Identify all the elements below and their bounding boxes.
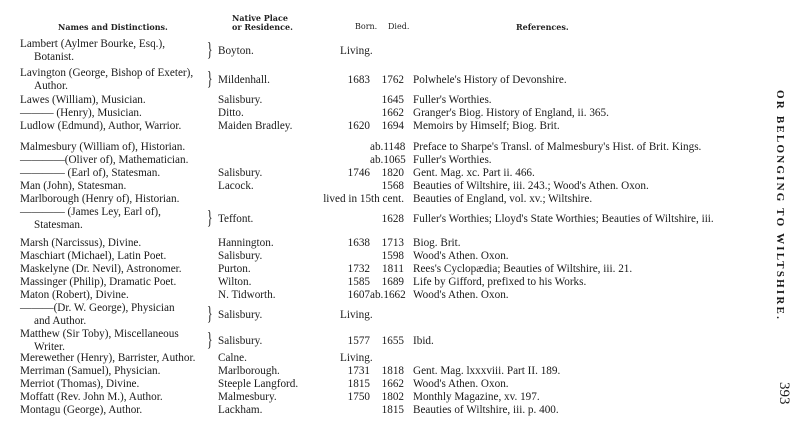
brace-icon: } <box>206 39 213 61</box>
entry-died: 1662 <box>381 107 404 119</box>
entry-name-continued: and Author. <box>34 315 87 327</box>
entry-born: 1585 <box>347 276 370 288</box>
entry-references: Gent. Mag. lxxxviii. Part II. 189. <box>413 365 561 377</box>
entry-born: 1815 <box>347 378 370 390</box>
entry-references: Fuller's Worthies. <box>413 94 492 106</box>
entry-born: 1607 <box>347 289 370 301</box>
entry-references: Beauties of Wiltshire, iii. p. 400. <box>413 404 559 416</box>
entry-died: 1628 <box>381 213 404 225</box>
entry-place: Calne. <box>218 352 247 364</box>
entry-place: Malmesbury. <box>218 391 277 403</box>
entry-name: Malmesbury (William of), Historian. <box>20 141 186 153</box>
entry-references: Gent. Mag. xc. Part ii. 466. <box>413 167 535 179</box>
entry-born: 1750 <box>347 391 370 403</box>
entry-name: Maskelyne (Dr. Nevil), Astronomer. <box>20 263 182 275</box>
entry-status: Living. <box>340 45 373 57</box>
entry-died: 1762 <box>381 74 404 86</box>
entry-born: 1577 <box>347 335 370 347</box>
entry-place: Hannington. <box>218 237 274 249</box>
entry-name: Montagu (George), Author. <box>20 404 143 416</box>
entry-name: ———— (James Ley, Earl of), <box>20 206 161 218</box>
column-header-place <box>232 14 293 32</box>
entry-name: ————(Oliver of), Mathematician. <box>20 154 189 166</box>
entry-died: 1694 <box>381 120 404 132</box>
column-header-place-line1: Native Place <box>232 13 288 23</box>
entry-died: ab.1065 <box>370 154 406 166</box>
entry-name: Merewether (Henry), Barrister, Author. <box>20 352 196 364</box>
entry-place: Boyton. <box>218 45 254 57</box>
entry-place: Salisbury. <box>218 309 263 321</box>
entry-references: Beauties of England, vol. xv.; Wiltshire. <box>413 193 593 205</box>
page-number: 393 <box>776 382 792 405</box>
entry-place: Lackham. <box>218 404 263 416</box>
entry-place: Salisbury. <box>218 250 263 262</box>
column-header-references: References. <box>516 22 569 32</box>
column-header-place-line2: or Residence. <box>232 22 293 32</box>
entry-name: Maschiart (Michael), Latin Poet. <box>20 250 167 262</box>
entry-name: Massinger (Philip), Dramatic Poet. <box>20 276 177 288</box>
entry-references: Fuller's Worthies; Lloyd's State Worthies; Beauties of Wiltshire, iii. <box>413 213 714 225</box>
entry-place: Lacock. <box>218 180 254 192</box>
entry-references: Life by Gifford, prefixed to his Works. <box>413 276 587 288</box>
entry-died: 1598 <box>381 250 404 262</box>
entry-name: Matthew (Sir Toby), Miscellaneous <box>20 328 179 340</box>
entry-died: 1645 <box>381 94 404 106</box>
entry-place: Marlborough. <box>218 365 280 377</box>
entry-name: Marlborough (Henry of), Historian. <box>20 193 180 205</box>
entry-died: 1568 <box>381 180 404 192</box>
entry-died: 1820 <box>381 167 404 179</box>
entry-references: Beauties of Wiltshire, iii. 243.; Wood's Athen. Oxon. <box>413 180 649 192</box>
entry-died: 1811 <box>382 263 404 275</box>
entry-name: Moffatt (Rev. John M.), Author. <box>20 391 163 403</box>
entry-born: 1638 <box>347 237 370 249</box>
brace-icon: } <box>206 303 213 325</box>
entry-name: ——— (Henry), Musician. <box>20 107 142 119</box>
entry-died: 1713 <box>381 237 404 249</box>
entry-name: Ludlow (Edmund), Author, Warrior. <box>20 120 182 132</box>
entry-place: Teffont. <box>218 213 254 225</box>
entry-place: Salisbury. <box>218 94 263 106</box>
entry-died: 1815 <box>381 404 404 416</box>
entry-name: Merriot (Thomas), Divine. <box>20 378 140 390</box>
brace-icon: } <box>206 68 213 90</box>
entry-references: Granger's Biog. History of England, ii. 365. <box>413 107 609 119</box>
entry-references: Biog. Brit. <box>413 237 461 249</box>
entry-died: 1662 <box>381 378 404 390</box>
brace-icon: } <box>206 329 213 351</box>
entry-status: Living. <box>340 352 373 364</box>
entry-name: Lawes (William), Musician. <box>20 94 146 106</box>
brace-icon: } <box>206 207 213 229</box>
entry-died: ab.1662 <box>370 289 406 301</box>
entry-name: Lavington (George, Bishop of Exeter), <box>20 67 194 79</box>
entry-place: Wilton. <box>218 276 252 288</box>
entry-place: N. Tidworth. <box>218 289 276 301</box>
entry-references: Wood's Athen. Oxon. <box>413 378 509 390</box>
entry-died: 1689 <box>381 276 404 288</box>
entry-born: 1732 <box>347 263 370 275</box>
entry-place: Salisbury. <box>218 335 263 347</box>
side-heading: OR BELONGING TO WILTSHIRE. <box>774 90 786 322</box>
entry-place: Mildenhall. <box>218 74 270 86</box>
entry-name: Lambert (Aylmer Bourke, Esq.), <box>20 38 165 50</box>
entry-date-note: lived in 15th cent. <box>323 193 404 205</box>
entry-died: 1818 <box>381 365 404 377</box>
entry-references: Fuller's Worthies. <box>413 154 492 166</box>
column-header-names: Names and Distinctions. <box>58 22 168 32</box>
entry-name-continued: Statesman. <box>34 219 83 231</box>
entry-name-continued: Author. <box>34 80 68 92</box>
entry-died: ab.1148 <box>370 141 406 153</box>
entry-name: Man (John), Statesman. <box>20 180 127 192</box>
entry-place: Maiden Bradley. <box>218 120 293 132</box>
entry-born: 1746 <box>347 167 370 179</box>
entry-references: Rees's Cyclopædia; Beauties of Wiltshire, iii. 21. <box>413 263 633 275</box>
column-header-died: Died. <box>388 22 410 31</box>
entry-references: Preface to Sharpe's Transl. of Malmesbury's Hist. of Brit. Kings. <box>413 141 702 153</box>
entry-name: ———— (Earl of), Statesman. <box>20 167 161 179</box>
entry-place: Salisbury. <box>218 167 263 179</box>
entry-name: ———(Dr. W. George), Physician <box>20 302 175 314</box>
entry-born: 1731 <box>347 365 370 377</box>
entry-place: Steeple Langford. <box>218 378 299 390</box>
entry-born: 1683 <box>347 74 370 86</box>
entry-references: Memoirs by Himself; Biog. Brit. <box>413 120 560 132</box>
entry-name: Merriman (Samuel), Physician. <box>20 365 161 377</box>
entry-name-continued: Botanist. <box>34 51 75 63</box>
entry-references: Ibid. <box>413 335 434 347</box>
entry-place: Ditto. <box>218 107 244 119</box>
entry-died: 1655 <box>381 335 404 347</box>
entry-references: Monthly Magazine, xv. 197. <box>413 391 540 403</box>
entry-born: 1620 <box>347 120 370 132</box>
entry-references: Polwhele's History of Devonshire. <box>413 74 567 86</box>
entry-name: Maton (Robert), Divine. <box>20 289 129 301</box>
entry-name: Marsh (Narcissus), Divine. <box>20 237 142 249</box>
entry-place: Purton. <box>218 263 251 275</box>
entry-references: Wood's Athen. Oxon. <box>413 289 509 301</box>
entry-died: 1802 <box>381 391 404 403</box>
entry-status: Living. <box>340 309 373 321</box>
entry-name-continued: Writer. <box>34 341 65 353</box>
entry-references: Wood's Athen. Oxon. <box>413 250 509 262</box>
column-header-born: Born. <box>355 22 378 31</box>
